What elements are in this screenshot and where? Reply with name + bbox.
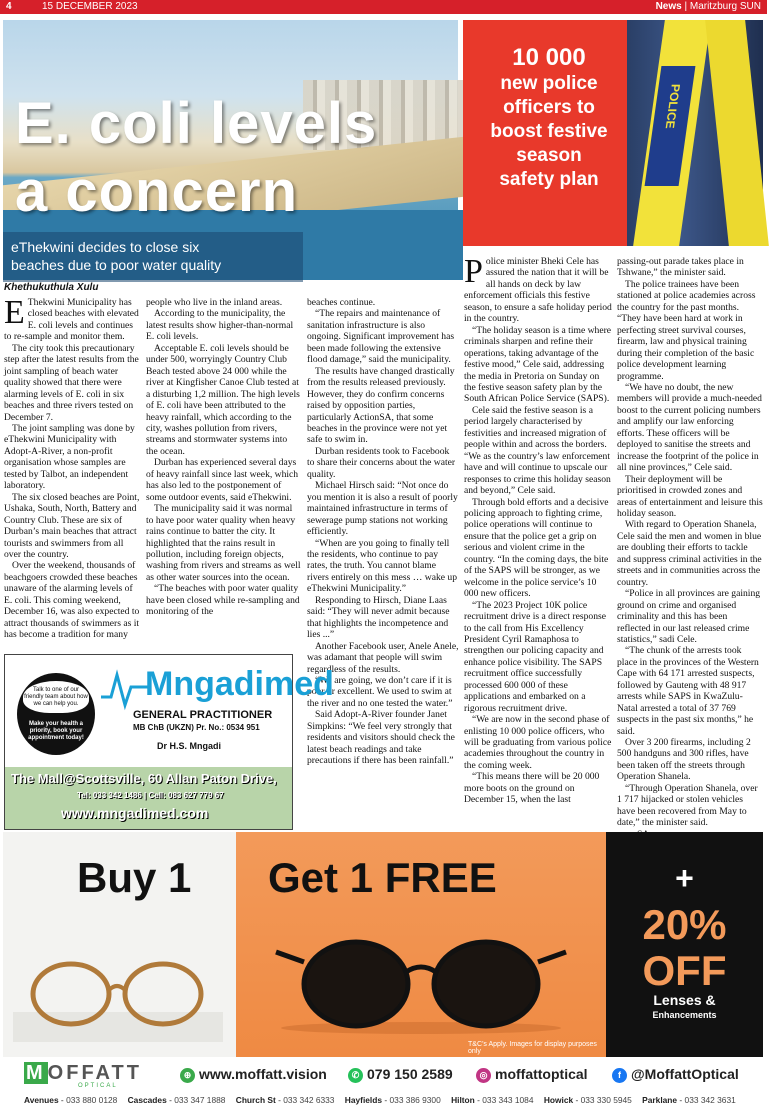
promo-middle-panel — [236, 832, 606, 1057]
article-paragraph: Cele said the festive season is a period largely characterised by festivities and increased migration of people within and across the borders. “We as the country’s law enforcement have and will continue to upscale our responses to crime this holiday season and beyond,” Cele said. — [464, 404, 611, 497]
article-paragraph: The joint sampling was done by eThekwini Municipality with Adopt-A-River, a non-profit organisation whose samples are tested by Talbot, an independent laboratory. — [4, 422, 135, 492]
promo-off: OFF — [642, 947, 727, 994]
article-paragraph: With regard to Operation Shanela, Cele said the men and women in blue are doubling their efforts to tackle and suppress criminal activities in the streets and in communities across the country. — [617, 519, 762, 588]
facebook-icon: f — [612, 1068, 627, 1083]
promo-lenses: Lenses & — [653, 992, 716, 1008]
article-paragraph: Responding to Hirsch, Diane Laas said: “They will never admit because that highlights the incompetence and lies ...” — [307, 594, 450, 641]
branch-name: Avenues — [24, 1095, 59, 1105]
headline-line-2: a concern — [15, 159, 298, 224]
article-paragraph: According to the municipality, the latest results show higher-than-normal E. coli levels. — [146, 308, 294, 343]
branch-list: Avenues - 033 880 0128 Cascades - 033 347 1888 Church St - 033 342 6333 Hayfields - 033 386 9300 Hilton - 033 343 1084 Howick - 033 330 5945 Parklane - 033 342 3631 — [24, 1095, 736, 1105]
hero-beach-photo — [3, 20, 458, 274]
ad-doctor-name: Dr H.S. Mngadi — [157, 741, 222, 751]
article-paragraph: “The holiday season is a time where criminals sharpen and refine their operations, taking advantage of the festive mood,” Cele said, addressing the media in Pretoria on Sunday on the festive season safety plan by the South African Police Service (SAPS). — [464, 324, 612, 405]
branch-name: Church St — [235, 1095, 276, 1105]
branch-name: Cascades — [127, 1095, 167, 1105]
article-paragraph: “The 2023 Project 10K police recruitment drive is a direct response to the call from His Excellency President Cyril Ramaphosa to strengthen our policing capacity and enhance police visibility. The SAPS recruitment office successfully processed 600 000 of these applications and embarked on a rigorous recruitment drive. — [464, 599, 606, 714]
promo-buy-text: Buy 1 — [77, 854, 192, 901]
article-paragraph: “We are now in the second phase of enlisting 10 000 police officers, who will be graduating from various police academies throughout the country in the coming week. — [464, 714, 612, 771]
footer-website-text: www.moffatt.vision — [199, 1066, 327, 1082]
drop-cap: P — [464, 253, 483, 290]
promo-plus: + — [675, 860, 694, 896]
article-paragraph: The six closed beaches are Point, Ushaka, South, North, Battery and Country Club. These are six of Durban’s main beaches that attract tourists and swimmers from all over the country. — [4, 491, 140, 560]
police-headline-line-3: officers to — [503, 97, 595, 118]
sunglasses-image — [276, 932, 566, 1032]
branch-name: Parklane — [642, 1095, 678, 1105]
branch-number: 033 343 1084 — [482, 1095, 534, 1105]
article-headline — [15, 90, 377, 226]
moffatt-promo-banner — [3, 832, 763, 1057]
article-paragraph — [4, 294, 141, 343]
article-paragraph: Said Adopt-A-River founder Janet Simpkins: “We feel very strongly that residents and visitors should check the latest beach readings and take precautions if there has been rainfall.” — [307, 709, 455, 767]
mngadimed-advert — [4, 654, 334, 830]
article-paragraph: passing-out parade takes place in Tshwane,” the minister said. — [617, 256, 744, 279]
strapline-line-2: beaches due to poor water quality — [11, 257, 222, 273]
article-paragraph: The city took this precautionary step after the latest results from the joint sampling of beach water quality showed that there were alarming levels of E. coli in six beaches and three rivers tested on December 7. — [4, 342, 139, 423]
bubble-top-text: Talk to one of our friendly team about how we can help you. — [23, 681, 89, 713]
article-paragraph: “We are going, we don’t care if it is poor or excellent. We used to swim at the river and no one tested the water.” — [307, 674, 453, 709]
article-paragraph: “Through Operation Shanela, over 1 717 hijacked or stolen vehicles have been recovered from May to date,” the minister said. — [617, 782, 758, 829]
article-paragraph: The municipality said it was normal to have poor water quality when heavy rains continue to batter the city. It highlighted that the rains result in pollution, including foreign objects, washing from rivers and streams as well as other water sources into the ocean. — [146, 503, 301, 583]
branch-name: Hilton — [451, 1095, 475, 1105]
article-paragraph: Durban residents took to Facebook to share their concerns about the water quality. — [307, 445, 456, 480]
headline-line-1: E. coli levels — [15, 91, 378, 156]
page-header-bar — [0, 0, 767, 14]
article-byline: Khethukuthula Xulu — [4, 282, 99, 293]
article-paragraph: Another Facebook user, Anele Anele, was adamant that people will swim regardless of the results. — [307, 640, 459, 675]
police-headline-line-2: new police — [500, 73, 598, 94]
globe-icon: ⊕ — [180, 1068, 195, 1083]
section-name: News — [655, 1, 682, 12]
article-paragraph: people who live in the inland areas. — [146, 297, 283, 308]
article-paragraph: “Police in all provinces are gaining ground on crime and organised criminality and this has been reflected in our last released crime statistics,” sadi Cele. — [617, 588, 761, 645]
police-story-header — [463, 20, 763, 246]
ad-qualification: MB ChB (UKZN) Pr. No.: 0534 951 — [133, 723, 260, 732]
promo-percent — [606, 902, 763, 994]
footer-instagram-text: moffattoptical — [495, 1066, 588, 1082]
footer-phone-text: 079 150 2589 — [367, 1066, 453, 1082]
article-column-2 — [146, 297, 301, 618]
article-paragraph: Michael Hirsch said: “Not once do you mention it is also a result of poorly maintained infrastructure in terms of sewerage pump stations not working efficiently. — [307, 480, 458, 538]
moffatt-logo-sub: OPTICAL — [78, 1083, 118, 1089]
branch-number: 033 342 6333 — [283, 1095, 335, 1105]
branch-name: Howick — [543, 1095, 574, 1105]
footer-facebook[interactable] — [612, 1066, 739, 1083]
article-paragraph: “We have no doubt, the new members will provide a much-needed boost to the current policing numbers and amplify our law enforcing efforts. These officers will be deployed to sanitise the streets and increase the footprint of the police in all nine provinces,” Cele said. — [617, 381, 762, 474]
article-paragraph — [464, 253, 612, 325]
ad-address: The Mall@Scottsville, 60 Allan Paton Drive, — [11, 771, 277, 786]
police-headline-line-1: 10 000 — [512, 44, 586, 71]
promo-enhancements: Enhancements — [652, 1010, 717, 1020]
ad-website[interactable]: www.mngadimed.com — [61, 805, 209, 821]
article-paragraph: The results have changed drastically from the results released previously. However, they do confirm concerns raised by opposition parties, particularly ActionSA, that some beaches in the province were not yet safe to swim in. — [307, 365, 455, 446]
moffatt-footer — [0, 1058, 767, 1113]
reflective-vest-right — [705, 20, 769, 246]
ad-phones: Tel: 033 342 1486 | Cell: 083 627 779 67 — [77, 791, 224, 800]
article-paragraph: Their deployment will be prioritised in crowded zones and areas of entertainment and leisure this holiday season. — [617, 473, 763, 519]
issue-date: 15 DECEMBER 2023 — [42, 1, 138, 12]
police-headline-line-4: boost festive — [490, 121, 608, 142]
article-paragraph: Acceptable E. coli levels should be under 500, worryingly Country Club Beach tested above 24 000 while the river at Kingfisher Canoe Club tested at a disturbing 1,2 million. The high levels of E. coli have been attributed to the heavy rainfall, which according to the city, washes pollution from rivers, streams and stormwater systems into the ocean. — [146, 342, 300, 457]
drop-cap: E — [4, 294, 25, 331]
speech-bubble — [17, 673, 95, 755]
article-paragraph: Over the weekend, thousands of beachgoers crowded these beaches unaware of the alarming levels of E. coli. This coming weekend, December 16, was also expected to attract thousands of swimmers as it has become a tradition for many — [4, 560, 140, 641]
promo-percent-value: 20% — [642, 901, 727, 948]
article-paragraph: The police trainees have been stationed at police academies across the country for the past months. “They have been hard at work in perfecting street survival courses, firearm, law and physical training during their completion of the basic police development learning programme. — [617, 278, 756, 382]
mngadimed-logo: Mngadimed — [145, 665, 334, 703]
footer-facebook-text: @MoffattOptical — [631, 1066, 739, 1082]
whatsapp-icon: ✆ — [348, 1068, 363, 1083]
branch-number: 033 880 0128 — [66, 1095, 118, 1105]
police-article-column-1 — [464, 253, 612, 806]
police-vest-text: POLICE — [662, 84, 683, 129]
article-strapline — [3, 232, 303, 282]
ad-title: GENERAL PRACTITIONER — [133, 709, 273, 721]
strapline-line-1: eThekwini decides to close six — [11, 239, 200, 255]
article-paragraph: Over 3 200 firearms, including 2 500 handguns and 300 rifles, have been taken off the streets through Operation Shanela. — [617, 737, 751, 783]
footer-website[interactable] — [180, 1066, 327, 1083]
promo-disclaimer: T&C’s Apply. Images for display purposes only — [468, 1041, 597, 1055]
article-column-1 — [4, 294, 141, 641]
article-paragraph: “When are you going to finally tell the residents, who continue to pay rates, the truth. You cannot blame rivers entirely on this mess … wake up eThekwini Municipality.” — [307, 537, 458, 595]
heartbeat-icon — [101, 669, 151, 709]
article-paragraph: “The chunk of the arrests took place in the provinces of the Western Cape with 64 171 arrested suspects, followed by Gauteng with 48 917 arrests while SAPS in KwaZulu-Natal arrested a total of 37 769 suspects in the past six months,” he said. — [617, 645, 759, 737]
branch-name: Hayfields — [344, 1095, 383, 1105]
footer-instagram[interactable] — [476, 1066, 588, 1083]
frames-glasses-image — [13, 952, 223, 1042]
promo-get-text: Get 1 FREE — [268, 854, 497, 901]
publication-label: News | Maritzburg SUN — [655, 1, 761, 12]
article-paragraph: “The repairs and maintenance of sanitation infrastructure is also ongoing. Significant improvement has been made following the extensive flood damage,” said the municipality. — [307, 308, 455, 366]
branch-number: 033 330 5945 — [580, 1095, 632, 1105]
moffatt-logo-initial: M — [26, 1062, 46, 1084]
police-headline-line-5: season — [516, 145, 582, 166]
article-paragraph: “The beaches with poor water quality have been closed while re-sampling and monitoring of the — [146, 583, 300, 618]
bubble-bottom-text: Make your health a priority, book your appointment today! — [28, 721, 84, 741]
article-paragraph: beaches continue. — [307, 297, 376, 308]
branch-number: 033 386 9300 — [389, 1095, 441, 1105]
article-paragraph: “This means there will be 20 000 more boots on the ground on December 15, when the last — [464, 771, 600, 806]
moffatt-logo-text: OFFATT — [47, 1062, 142, 1084]
publication-name: Maritzburg SUN — [689, 1, 761, 12]
paragraph-text: olice minister Bheki Cele has assured the nation that it will be all hands on deck by law enforcement officials this festive season, to ensure a safe holiday period in the country. — [464, 256, 612, 325]
article-paragraph: Through bold efforts and a decisive policing approach to fighting crime, police operations will continue to ensure that the police get a grip on serious and violent crime in the country. “In the coming days, the bite of the SAPS will be stronger, as we welcome in the police service’s 10 000 new officers. — [464, 496, 609, 600]
paragraph-text: Thekwini Municipality has closed beaches with elevated E. coli levels and continues to re-sample and monitor them. — [4, 297, 139, 343]
page-number: 4 — [6, 1, 12, 12]
promo-left-panel — [3, 832, 236, 1057]
police-article-column-2 — [617, 256, 763, 840]
instagram-icon: ◎ — [476, 1068, 491, 1083]
police-headline-line-6: safety plan — [499, 169, 599, 190]
police-officer-photo — [627, 20, 763, 246]
branch-number: 033 342 3631 — [684, 1095, 736, 1105]
promo-right-panel — [606, 832, 763, 1057]
article-paragraph: Durban has experienced several days of heavy rainfall since last week, which has also led to the postponement of some outdoor events, said eThekwini. — [146, 457, 299, 503]
moffatt-logo — [24, 1062, 142, 1085]
branch-number: 033 347 1888 — [174, 1095, 226, 1105]
police-headline — [463, 44, 635, 192]
footer-phone[interactable] — [348, 1066, 453, 1083]
